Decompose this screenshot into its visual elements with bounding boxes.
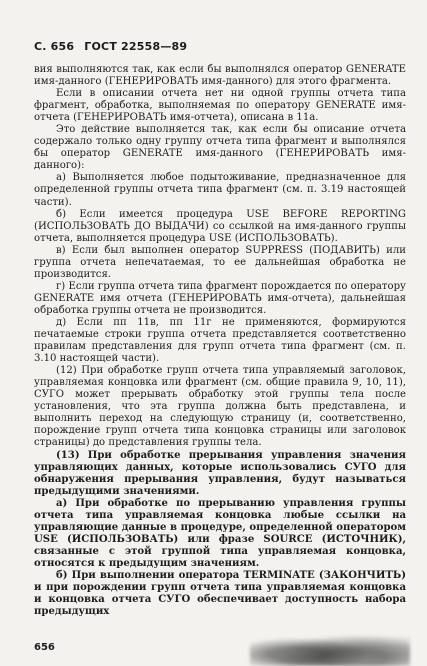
- paragraph-rule-12: (12) При обработке групп отчета типа управляемый заголовок, управляемая концовка или фрагмент (см. общие правила 9, 10, 11), СУГО может прерывать обработку этой группы тела после установления, что эта группа должна быть представлена, и выполнить переход на следующую страницу (и, соответственно, порождение групп отчета типа концовка страницы или заголовок страницы) до представления группы тела.: [34, 365, 406, 449]
- scan-smudge: [250, 628, 410, 666]
- paragraph-item-v: в) Если был выполнен оператор SUPPRESS (ПОДАВИТЬ) или группа отчета непечатаемая, то ее дальнейшая обработка не производится.: [34, 244, 406, 280]
- paragraph-rule-13-a: а) При обработке по прерыванию управления группы отчета типа управляемая концовка любые ссылки на управляющие данные в процедуре, определенной оператором USE (ИСПОЛЬЗОВАТЬ) или фразе SOURCE (ИСТОЧНИК), связанные с этой группой типа управляемая концовка, относятся к предыдущим значениям.: [34, 497, 406, 569]
- paragraph-item-b: б) Если имеется процедура USE BEFORE REPORTING (ИСПОЛЬЗОВАТЬ ДО ВЫДАЧИ) со ссылкой на имя-данного группы отчета, выполняется процедура USE (ИСПОЛЬЗОВАТЬ).: [34, 208, 406, 244]
- paragraph-item-a: а) Выполняется любое подытоживание, предназначенное для определенной группы отчета типа фрагмент (см. п. 3.19 настоящей части).: [34, 172, 406, 208]
- paragraph-item-d: д) Если пп 11в, пп 11г не применяются, формируются печатаемые строки группа отчета представляется соответственно правилам представления для групп отчета типа фрагмент (см. п. 3.10 настоящей части).: [34, 316, 406, 365]
- page-section-label: С. 656: [34, 40, 75, 53]
- paragraph-continuation: вия выполняются так, как если бы выполнялся оператор GENERATE имя-данного (ГЕНЕРИРОВАТЬ имя-данного) для этого фрагмента.: [34, 64, 406, 88]
- document-body: [34, 64, 406, 618]
- paragraph-no-fragment-groups: Если в описании отчета нет ни одной группы отчета типа фрагмент, обработка, выполняемая по оператору GENERATE имя-отчета (ГЕНЕРИРОВАТЬ имя-отчета), описана в 11a.: [34, 88, 406, 124]
- paragraph-item-g: г) Если группа отчета типа фрагмент порождается по оператору GENERATE имя отчета (ГЕНЕРИРОВАТЬ имя-отчета), дальнейшая обработка группы отчета не производится.: [34, 280, 406, 316]
- standard-code: ГОСТ 22558—89: [84, 40, 188, 53]
- paragraph-rule-13-b: б) При выполнении оператора TERMINATE (ЗАКОНЧИТЬ) и при порождении групп отчета типа управляемая концовка и концовка отчета СУГО обеспечивает доступность набора предыдущих: [34, 569, 406, 618]
- paragraph-rule-13: (13) При обработке прерывания управления значения управляющих данных, которые использовались СУГО для обнаружения прерывания управления, будут называться предыдущими значениями.: [34, 449, 406, 497]
- page-header: [34, 40, 193, 53]
- page-number: 656: [34, 642, 55, 653]
- paragraph-action-description: Это действие выполняется так, как если бы описание отчета содержало только одну группу отчета типа фрагмент и выполнялся бы оператор GENERATE имя-данного (ГЕНЕРИРОВАТЬ имя-данного):: [34, 124, 406, 172]
